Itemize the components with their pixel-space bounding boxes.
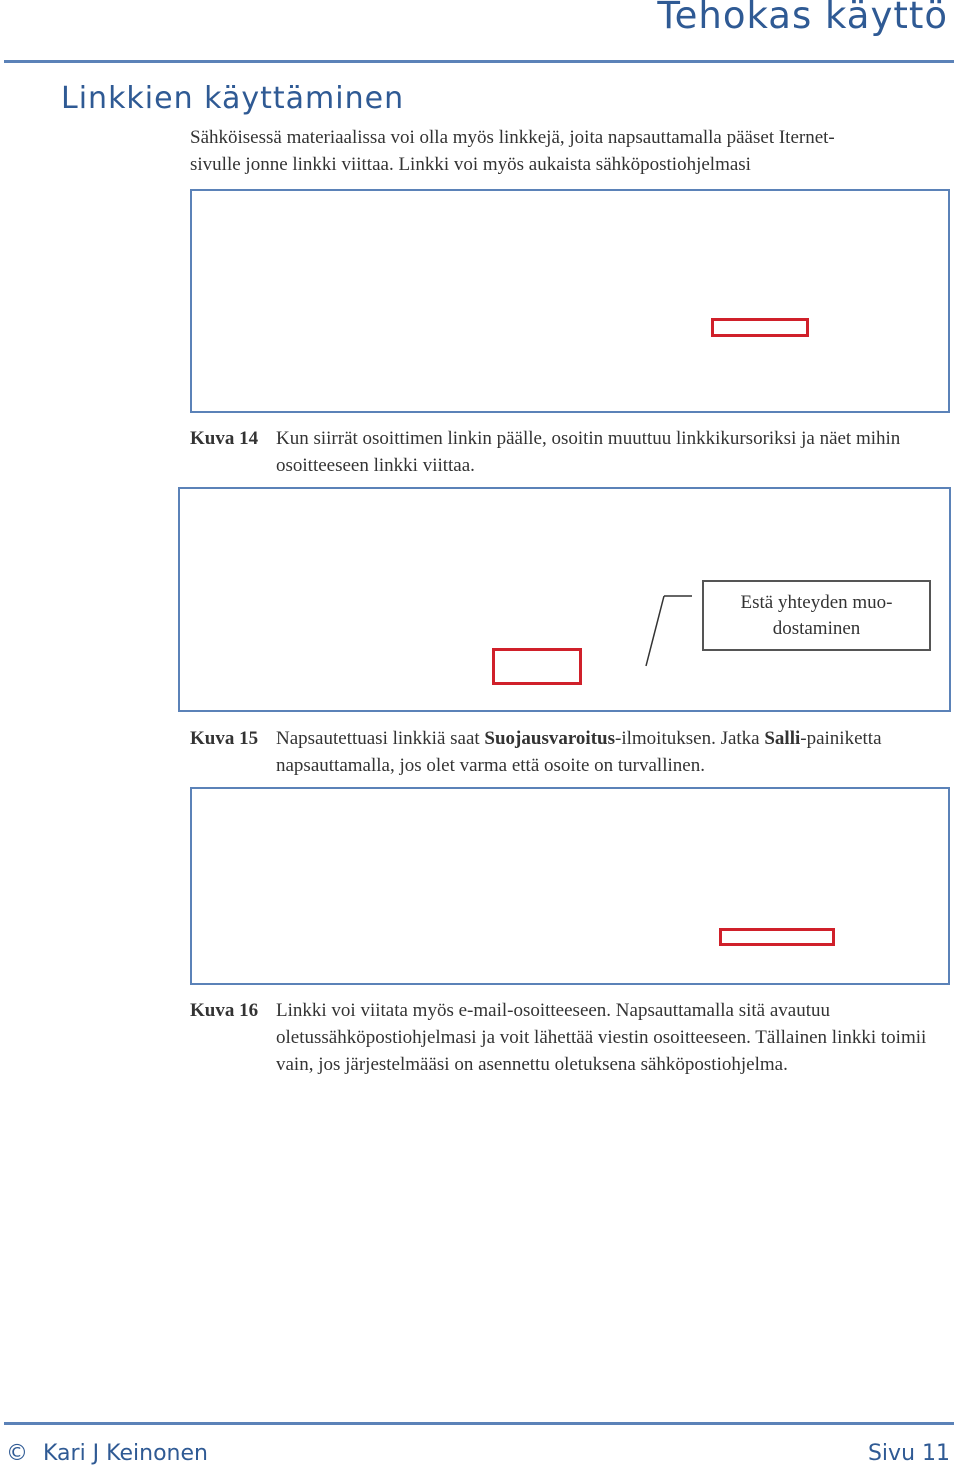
- figure-16-caption: [190, 997, 950, 1079]
- allow-term: Salli: [764, 728, 801, 749]
- figure-16-screenshot: [190, 787, 950, 985]
- page-number: Sivu 11: [867, 1441, 950, 1466]
- email-link-highlight-box: [719, 928, 835, 946]
- figure-14-screenshot: [190, 189, 950, 413]
- footer-author: [6, 1441, 208, 1466]
- figure-14-caption: [190, 425, 950, 485]
- figure-16-text: Linkki voi viitata myös e-mail-osoitteeseen. Napsauttamalla sitä avautuu oletussähköpostiohjelmasi ja voit lähettää viestin osoitteeseen. Tällainen linkki toimii vain, jos järjestelmääsi on asennettu oletuksena sähköpostiohjelma.: [276, 1000, 927, 1075]
- figure-15-text: [276, 725, 946, 779]
- section-heading: Linkkien käyttäminen: [61, 81, 405, 116]
- copyright-icon: ©: [6, 1441, 28, 1466]
- figure-16-number: Kuva 16: [190, 1000, 259, 1021]
- link-highlight-box: [711, 318, 809, 337]
- caption-text-part: -painiketta napsauttamalla, jos olet varma että osoite on turvallinen.: [276, 728, 882, 776]
- caption-text-part: -ilmoituksen. Jatka: [615, 728, 765, 749]
- footer-divider: [4, 1422, 954, 1425]
- header-divider: [4, 60, 954, 63]
- intro-line-2: sivulle jonne linkki viittaa. Linkki voi myös aukaista sähköpostiohjelmasi: [190, 154, 751, 175]
- figure-15-number: Kuva 15: [190, 728, 259, 749]
- callout-box: [702, 580, 931, 651]
- author-name: Kari J Keinonen: [43, 1441, 208, 1466]
- figure-14-text: Kun siirrät osoittimen linkin päälle, osoitin muuttuu linkkikursoriksi ja näet mihin osoitteeseen linkki viittaa.: [276, 428, 901, 476]
- callout-pointer-line: [640, 590, 700, 670]
- callout-line-1: Estä yhteyden muo-: [740, 592, 893, 613]
- security-warning-term: Suojausvaroitus: [484, 728, 616, 749]
- allow-button-highlight-box: [492, 648, 582, 685]
- figure-14-number: Kuva 14: [190, 428, 259, 449]
- figure-15-caption: [190, 725, 950, 781]
- caption-text-part: Napsautettuasi linkkiä saat: [276, 728, 485, 749]
- callout-line-2: dostaminen: [772, 618, 861, 639]
- intro-line-1: Sähköisessä materiaalissa voi olla myös linkkejä, joita napsauttamalla pääset Iternet-: [190, 127, 835, 148]
- header-title: Tehokas käyttö: [657, 0, 948, 37]
- intro-paragraph: [190, 124, 940, 178]
